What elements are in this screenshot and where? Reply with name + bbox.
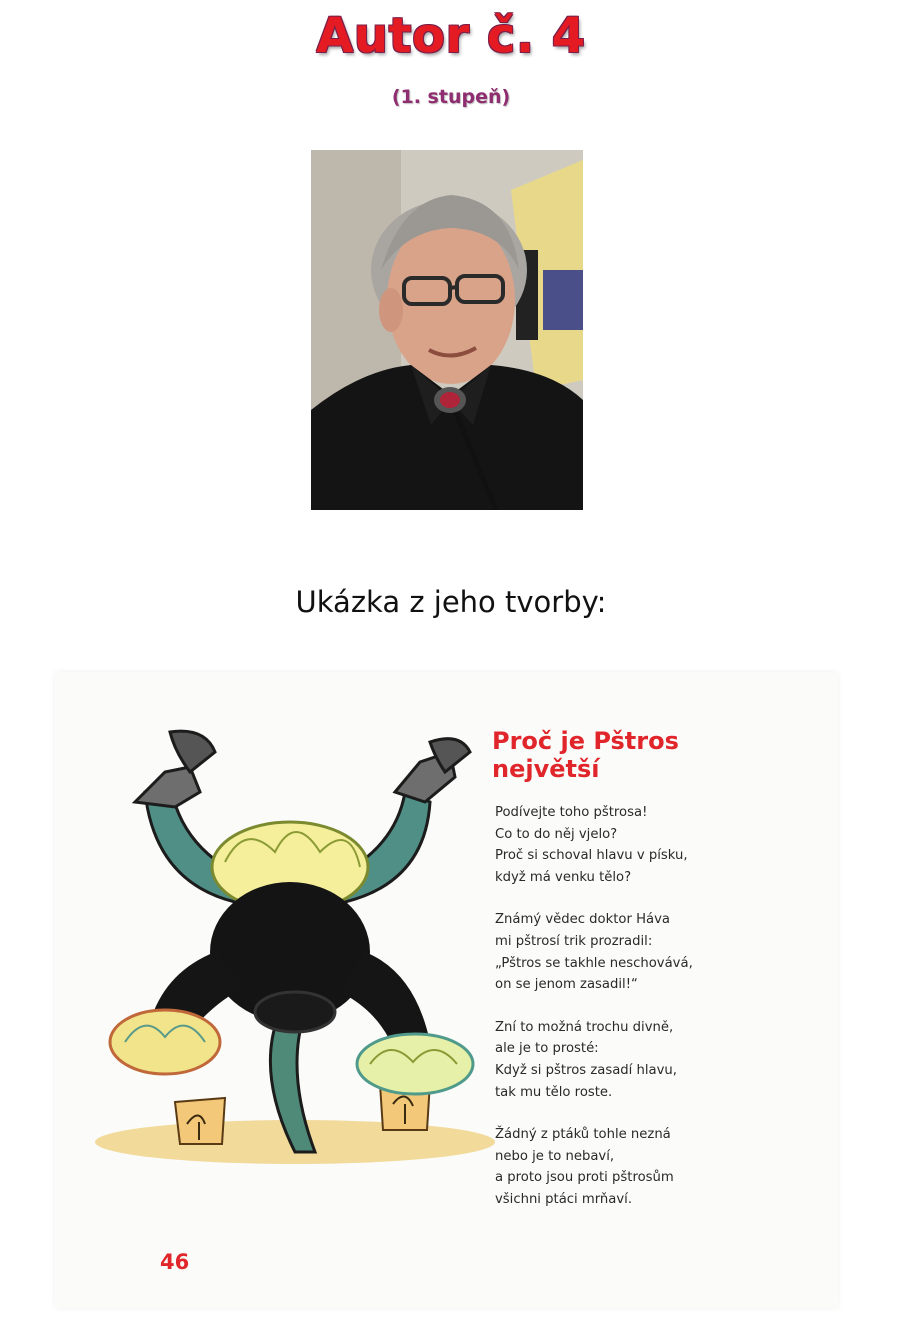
poem-title-line: Proč je Pštros: [492, 727, 679, 755]
poem-line: Známý vědec doktor Háva: [495, 912, 670, 928]
poem-line: Proč si schoval hlavu v písku,: [495, 848, 688, 864]
section-heading: Ukázka z jeho tvorby:: [295, 585, 607, 619]
poem-line: ale je to prosté:: [495, 1041, 599, 1057]
poem-line: on se jenom zasadil!“: [495, 977, 638, 993]
poem-line: Podívejte toho pštrosa!: [495, 805, 648, 820]
poem-title-line: největší: [492, 755, 600, 783]
poem-line: všichni ptáci mrňaví.: [495, 1191, 633, 1207]
poem-line: Žádný z ptáků tohle nezná: [495, 1127, 671, 1143]
author-portrait-image: [311, 150, 583, 510]
poem-line: mi pštrosí trik prozradil:: [495, 933, 653, 949]
book-page: [55, 672, 838, 1308]
page-subtitle: (1. stupeň): [391, 86, 511, 108]
ostrich-illustration: [95, 712, 495, 1182]
poem-line: Co to do něj vjelo?: [495, 826, 618, 842]
poem-line: Když si pštros zasadí hlavu,: [495, 1062, 677, 1078]
poem-stanza: [495, 802, 815, 888]
page-number: 46: [160, 1250, 190, 1274]
poem-line: „Pštros se takhle neschovává,: [495, 955, 693, 971]
poem-stanza: [495, 1124, 815, 1210]
author-photo: [311, 150, 583, 510]
poem-line: a proto jsou proti pštrosům: [495, 1170, 674, 1186]
poem-line: tak mu tělo roste.: [495, 1084, 613, 1100]
poem-title: [492, 727, 812, 783]
page-title: Autor č. 4: [316, 8, 586, 64]
poem-line: Zní to možná trochu divně,: [495, 1019, 674, 1035]
poem-line: nebo je to nebaví,: [495, 1148, 615, 1164]
poem-line: když má venku tělo?: [495, 869, 632, 885]
poem-stanza: [495, 909, 815, 995]
poem-stanza: [495, 1017, 815, 1103]
poem-text: [495, 802, 815, 1232]
